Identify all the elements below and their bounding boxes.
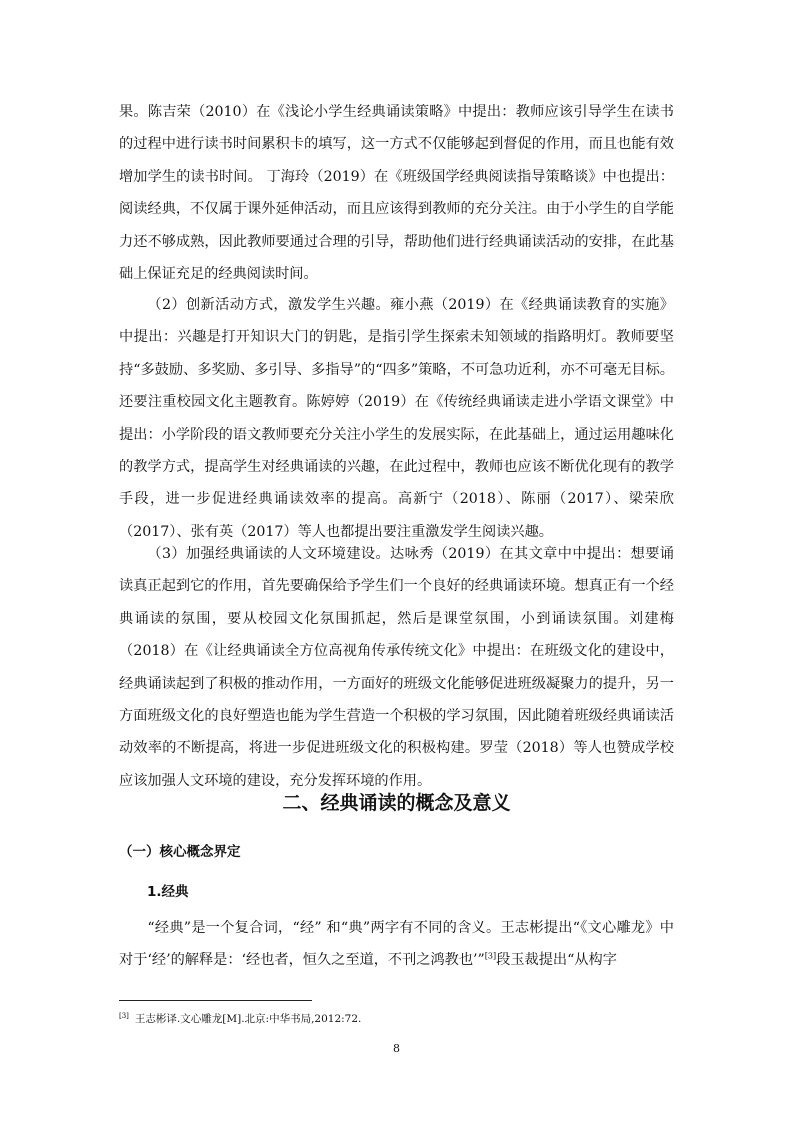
body-paragraph-4 [119, 912, 674, 977]
body-paragraph-3: （3）加强经典诵读的人文环境建设。达咏秀（2019）在其文章中中提出：想要诵读真正起到它的作用，首先要确保给予学生们一个良好的经典诵读环境。想真正有一个经典诵读的氛围，要从校园文化氛围抓起，然后是课堂氛围，小到诵读氛围。刘建梅（2018）在《让经典诵读全方位高视角传承传统文化》中提出：在班级文化的建设中，经典诵读起到了积极的推动作用，一方面好的班级文化能够促进班级凝聚力的提升，另一方面班级文化的良好塑造也能为学生营造一个积极的学习氛围，因此随着班级经典诵读活动效率的不断提高，将进一步促进班级文化的积极构建。罗莹（2018）等人也赞成学校应该加强人文环境的建设，充分发挥环境的作用。 [119, 546, 674, 789]
paragraph-4-text: “经典”是一个复合词，“经” 和“典”两字有不同的含义。王志彬提出“《文心雕龙》中对于‘经’的解释是：‘经也者，恒久之至道，不刊之鸿教也’” [119, 920, 674, 969]
body-paragraph-2: （2）创新活动方式，激发学生兴趣。雍小燕（2019）在《经典诵读教育的实施》中提出：兴趣是打开知识大门的钥匙，是指引学生探索未知领域的指路明灯。教师要坚持“多鼓励、多奖励、多引导、多指导”的“四多”策略，不可急功近利，亦不可毫无目标。还要注重校园文化主题教育。陈婷婷（2019）在《传统经典诵读走进小学语文课堂》中提出：小学阶段的语文教师要充分关注小学生的发展实际，在此基础上，通过运用趣味化的教学方式，提高学生对经典诵读的兴趣，在此过程中，教师也应该不断优化现有的教学手段，进一步促进经典诵读效率的提高。高新宁（2018）、陈丽（2017）、梁荣欣（2017）、张有英（2017）等人也都提出要注重激发学生阅读兴趣。 [119, 297, 674, 540]
body-paragraph-1: 果。陈吉荣（2010）在《浅论小学生经典诵读策略》中提出：教师应该引导学生在读书的过程中进行读书时间累积卡的填写，这一方式不仅能够起到督促的作用，而且也能有效增加学生的读书时间。 丁海玲（2019）在《班级国学经典阅读指导策略谈》中也提出：阅读经典，不仅属于课外延伸活动，而且应该得到教师的充分关注。由于小学生的自学能力还不够成熟，因此教师要通过合理的引导，帮助他们进行经典诵读活动的安排，在此基础上保证充足的经典阅读时间。 [119, 104, 674, 283]
paragraph-4-tail: 段玉裁提出“从构字 [496, 952, 617, 969]
item-heading: 1.经典 [147, 884, 189, 900]
subsection-heading: （一）核心概念界定 [119, 844, 241, 860]
section-heading: 二、经典诵读的概念及意义 [282, 792, 511, 814]
page-number: 8 [393, 1042, 400, 1055]
footnote [119, 1011, 361, 1027]
footnote-text: 王志彬译.文心雕龙[M].北京:中华书局,2012:72. [134, 1013, 362, 1025]
footnote-divider [119, 1000, 312, 1001]
footnote-mark: [3] [119, 1011, 129, 1020]
citation-reference[interactable]: [3] [484, 951, 497, 961]
